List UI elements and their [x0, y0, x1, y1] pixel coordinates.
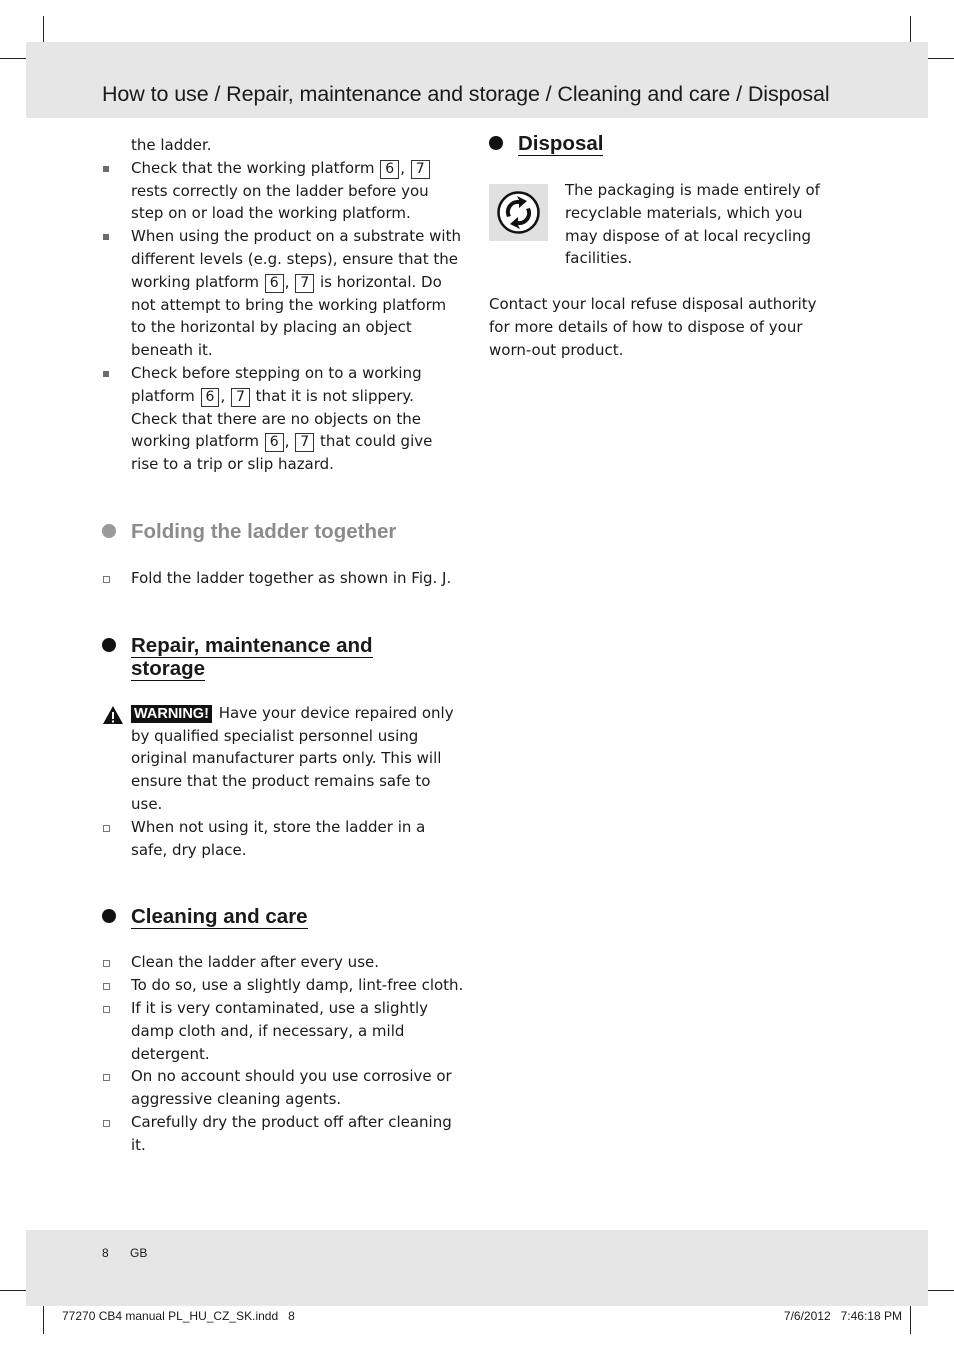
- green-dot-recycle-icon: [489, 184, 548, 241]
- warning-triangle-icon: [102, 705, 124, 725]
- checkbox-bullet-icon: [103, 1120, 110, 1127]
- bullet-square-icon: [103, 234, 109, 240]
- footer-band: [26, 1230, 928, 1306]
- warning-badge: WARNING!: [131, 705, 212, 723]
- continuation-text: the ladder.: [131, 136, 212, 154]
- checkbox-bullet-icon: [103, 960, 110, 967]
- contact-text: Contact your local refuse disposal authority for more details of how to dispose of your worn-out product.: [489, 295, 817, 359]
- section-heading-cleaning: Cleaning and care: [102, 905, 464, 928]
- reference-number: 7: [231, 388, 250, 407]
- section-bullet-icon: [102, 909, 116, 923]
- packaging-text: The packaging is made entirely of recyclable materials, which you may dispose of at local recycling facilities.: [565, 181, 820, 268]
- step-item: If it is very contaminated, use a slightly damp cloth and, if necessary, a mild detergent.: [102, 997, 464, 1065]
- step-item: To do so, use a slightly damp, lint-free cloth.: [102, 974, 464, 997]
- page-title: How to use / Repair, maintenance and storage / Cleaning and care / Disposal: [102, 82, 830, 106]
- warning-paragraph: WARNING! Have your device repaired only by qualified specialist personnel using original manufacturer parts only. This will ensure that the product remains safe to use.: [102, 702, 464, 816]
- checkbox-bullet-icon: [103, 1074, 110, 1081]
- reference-number: 6: [201, 388, 220, 407]
- crop-mark: [924, 1290, 954, 1291]
- checkbox-bullet-icon: [103, 983, 110, 990]
- step-item: Fold the ladder together as shown in Fig. J.: [102, 567, 464, 590]
- section-bullet-icon: [102, 638, 116, 652]
- list-item: When using the product on a substrate with different levels (e.g. steps), ensure that the working platform 6 , 7 is horizontal. Do not attempt to bring the working platform to the horizontal by placing an object beneath it.: [102, 225, 464, 362]
- section-bullet-icon: [489, 136, 503, 150]
- right-column: [489, 132, 834, 362]
- bullet-square-icon: [103, 166, 109, 172]
- step-item: Clean the ladder after every use.: [102, 951, 464, 974]
- crop-mark: [43, 1304, 44, 1334]
- checkbox-bullet-icon: [103, 825, 110, 832]
- list-item: Check before stepping on to a working platform 6 , 7 that it is not slippery. Check that there are no objects on the working platform 6 , 7 that could give rise to a trip or slip hazard.: [102, 362, 464, 476]
- reference-number: 6: [265, 274, 284, 293]
- section-bullet-icon: [102, 524, 116, 538]
- page-number: 8: [102, 1246, 109, 1260]
- reference-number: 7: [295, 274, 314, 293]
- step-item: Carefully dry the product off after cleaning it.: [102, 1111, 464, 1157]
- left-column: [102, 134, 464, 1157]
- reference-number: 6: [265, 433, 284, 452]
- checkbox-bullet-icon: [103, 576, 110, 583]
- list-item: Check that the working platform 6 , 7 rests correctly on the ladder before you step on or load the working platform.: [102, 157, 464, 225]
- print-slug-datetime: 7/6/2012 7:46:18 PM: [783, 1309, 902, 1323]
- checkbox-bullet-icon: [103, 1006, 110, 1013]
- recycle-icon-box: [489, 184, 548, 241]
- section-heading-repair: Repair, maintenance and storage: [102, 634, 464, 680]
- print-slug-file: 77270 CB4 manual PL_HU_CZ_SK.indd 8: [62, 1309, 295, 1323]
- crop-mark: [910, 1304, 911, 1334]
- reference-number: 6: [380, 160, 399, 179]
- bullet-square-icon: [103, 371, 109, 377]
- step-item: When not using it, store the ladder in a safe, dry place.: [102, 816, 464, 862]
- language-code: GB: [130, 1246, 148, 1260]
- section-heading-disposal: Disposal: [489, 132, 834, 155]
- section-heading-folding: Folding the ladder together: [102, 520, 464, 543]
- step-item: On no account should you use corrosive or aggressive cleaning agents.: [102, 1065, 464, 1111]
- reference-number: 7: [411, 160, 430, 179]
- reference-number: 7: [295, 433, 314, 452]
- crop-mark: [924, 58, 954, 59]
